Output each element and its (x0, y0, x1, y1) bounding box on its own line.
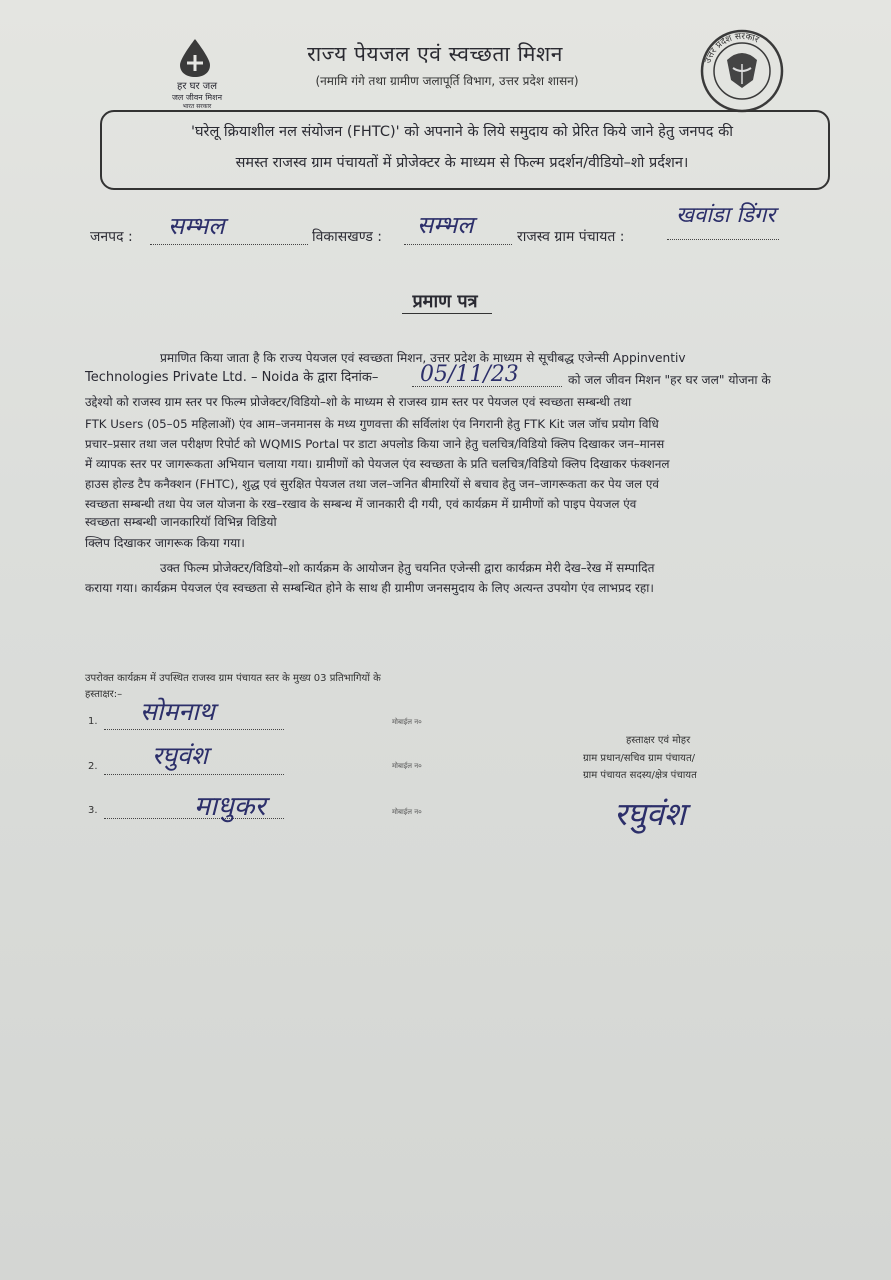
water-drop-icon (176, 38, 214, 78)
district-line (150, 243, 308, 245)
logo-line3: भारत सरकार (182, 103, 212, 110)
para1-line6: में व्यापक स्तर पर जागरूकता अभियान चलाया गया। ग्रामीणों को पेयजल एंव स्वच्छता के प्रति चलचित्र/विडियो क्लिप दिखाकर फंक्शनल (85, 457, 670, 471)
logo-line1: हर घर जल (177, 81, 217, 92)
panchayat-label: राजस्व ग्राम पंचायत : (517, 229, 625, 245)
har-ghar-jal-logo (160, 38, 240, 116)
para1-line5: प्रचार–प्रसार तथा जल परीक्षण रिपोर्ट को WQMIS Portal पर डाटा अपलोड किया जाने हेतु चलचित्र/विडियो क्लिप दिखाकर जन–मानस (85, 437, 665, 451)
seal-text: उत्तर प्रदेश सरकार (703, 31, 761, 65)
para1-line2b: को जल जीवन मिशन "हर घर जल" योजना के (568, 373, 771, 387)
authority-line3: ग्राम पंचायत सदस्य/क्षेत्र पंचायत (583, 770, 697, 781)
participant-2-number: 2. (88, 761, 98, 772)
page-title: राज्य पेयजल एवं स्वच्छता मिशन (307, 42, 563, 66)
district-label: जनपद : (90, 229, 133, 245)
panchayat-line (667, 238, 779, 240)
para1-line7: हाउस होल्ड टैप कनैक्शन (FHTC), शुद्ध एवं सुरक्षित पेयजल तथा जल–जनित बीमारियों से बचाव हेतु जन–जागरूकता कर पेय जल एवं (85, 477, 659, 491)
participant-2-mobile-label: मोबाईल न० (392, 762, 422, 770)
up-government-seal-icon (697, 28, 787, 114)
date-value: 05/11/23 (420, 362, 519, 387)
banner-line2: समस्त राजस्व ग्राम पंचायतों में प्रोजेक्टर के माध्यम से फिल्म प्रदर्शन/वीडियो–शो प्रर्दशन। (235, 155, 689, 171)
logo-line2: जल जीवन मिशन (171, 93, 223, 102)
para1-line3: उद्देश्यो को राजस्व ग्राम स्तर पर फिल्म प्रोजेक्टर/विडियो–शो के माध्यम से राजस्व ग्राम स्तर पर पेयजल एवं स्वच्छता सम्बन्धी तथा (85, 395, 632, 409)
para1-line2a: Technologies Private Ltd. – Noida के द्वारा दिनांक– (85, 370, 379, 385)
page-subtitle: (नमामि गंगे तथा ग्रामीण जलापूर्ति विभाग, उत्तर प्रदेश शासन) (315, 74, 579, 88)
participant-1-number: 1. (88, 716, 98, 727)
participant-2-signature: रघुवंश (152, 741, 208, 770)
participant-3-mobile-label: मोबाईल न० (392, 808, 422, 816)
block-value: सम्भल (417, 211, 474, 239)
para1-line4: FTK Users (05–05 महिलाओं) एंव आम–जनमानस के मध्य गुणवत्ता की सर्विलांश एंव निगरानी हेतु FTK Kit जल जॉच प्रयोग विधि (85, 417, 659, 431)
participant-3-signature: माधुकर (194, 791, 266, 822)
authority-line2: ग्राम प्रधान/सचिव ग्राम पंचायत/ (583, 753, 696, 764)
para2-line1: उक्त फिल्म प्रोजेक्टर/विडियो–शो कार्यक्रम के आयोजन हेतु चयनित एजेन्सी द्वारा कार्यक्रम मेरी देख–रेख में सम्पादित (160, 561, 655, 575)
para1-line1: प्रमाणित किया जाता है कि राज्य पेयजल एवं स्वच्छता मिशन, उत्तर प्रदेश के माध्यम से सूचीबद्ध एजेन्सी Appinventiv (160, 351, 686, 365)
authority-line1: हस्ताक्षर एवं मोहर (626, 735, 691, 746)
banner-line1: 'घरेलू क्रियाशील नल संयोजन (FHTC)' को अपनाने के लिये समुदाय को प्रेरित किये जाने हेतु जनपद की (191, 124, 733, 140)
participants-intro-line1: उपरोक्त कार्यक्रम में उपस्थित राजस्व ग्राम पंचायत स्तर के मुख्य 03 प्रतिभागियों के (85, 673, 381, 684)
authority-signature: रघुवंश (614, 795, 686, 833)
para2-line2: कराया गया। कार्यक्रम पेयजल एंव स्वच्छता से सम्बन्धित होने के साथ ही ग्रामीण जनसमुदाय के लिए अत्यन्त उपयोग एंव लाभप्रद रहा। (85, 581, 654, 595)
district-value: सम्भल (168, 212, 225, 240)
title-underline (402, 313, 492, 314)
participant-2-line (104, 773, 284, 775)
para1-line10: क्लिप दिखाकर जागरूक किया गया। (85, 536, 245, 550)
participant-1-line (104, 728, 284, 730)
block-label: विकासखण्ड : (312, 229, 383, 245)
certificate-title: प्रमाण पत्र (412, 291, 478, 312)
para1-line8: स्वच्छता सम्बन्धी तथा पेय जल योजना के रख–रखाव के सम्बन्ध में जानकारी दी गयी, एवं कार्यक्रम में ग्रामीणों को पाइप पेयजल एंव (85, 497, 637, 511)
participant-3-number: 3. (88, 805, 98, 816)
participants-intro-line2: हस्ताक्षर:– (85, 689, 123, 700)
participant-1-signature: सोमनाथ (140, 697, 215, 726)
panchayat-value: खवांडा डिंगर (676, 203, 776, 228)
block-line (404, 243, 512, 245)
participant-1-mobile-label: मोबाईल न० (392, 718, 422, 726)
para1-line9: स्वच्छता सम्बन्धी जानकारियॉ विभिन्न विडियो (85, 515, 277, 529)
